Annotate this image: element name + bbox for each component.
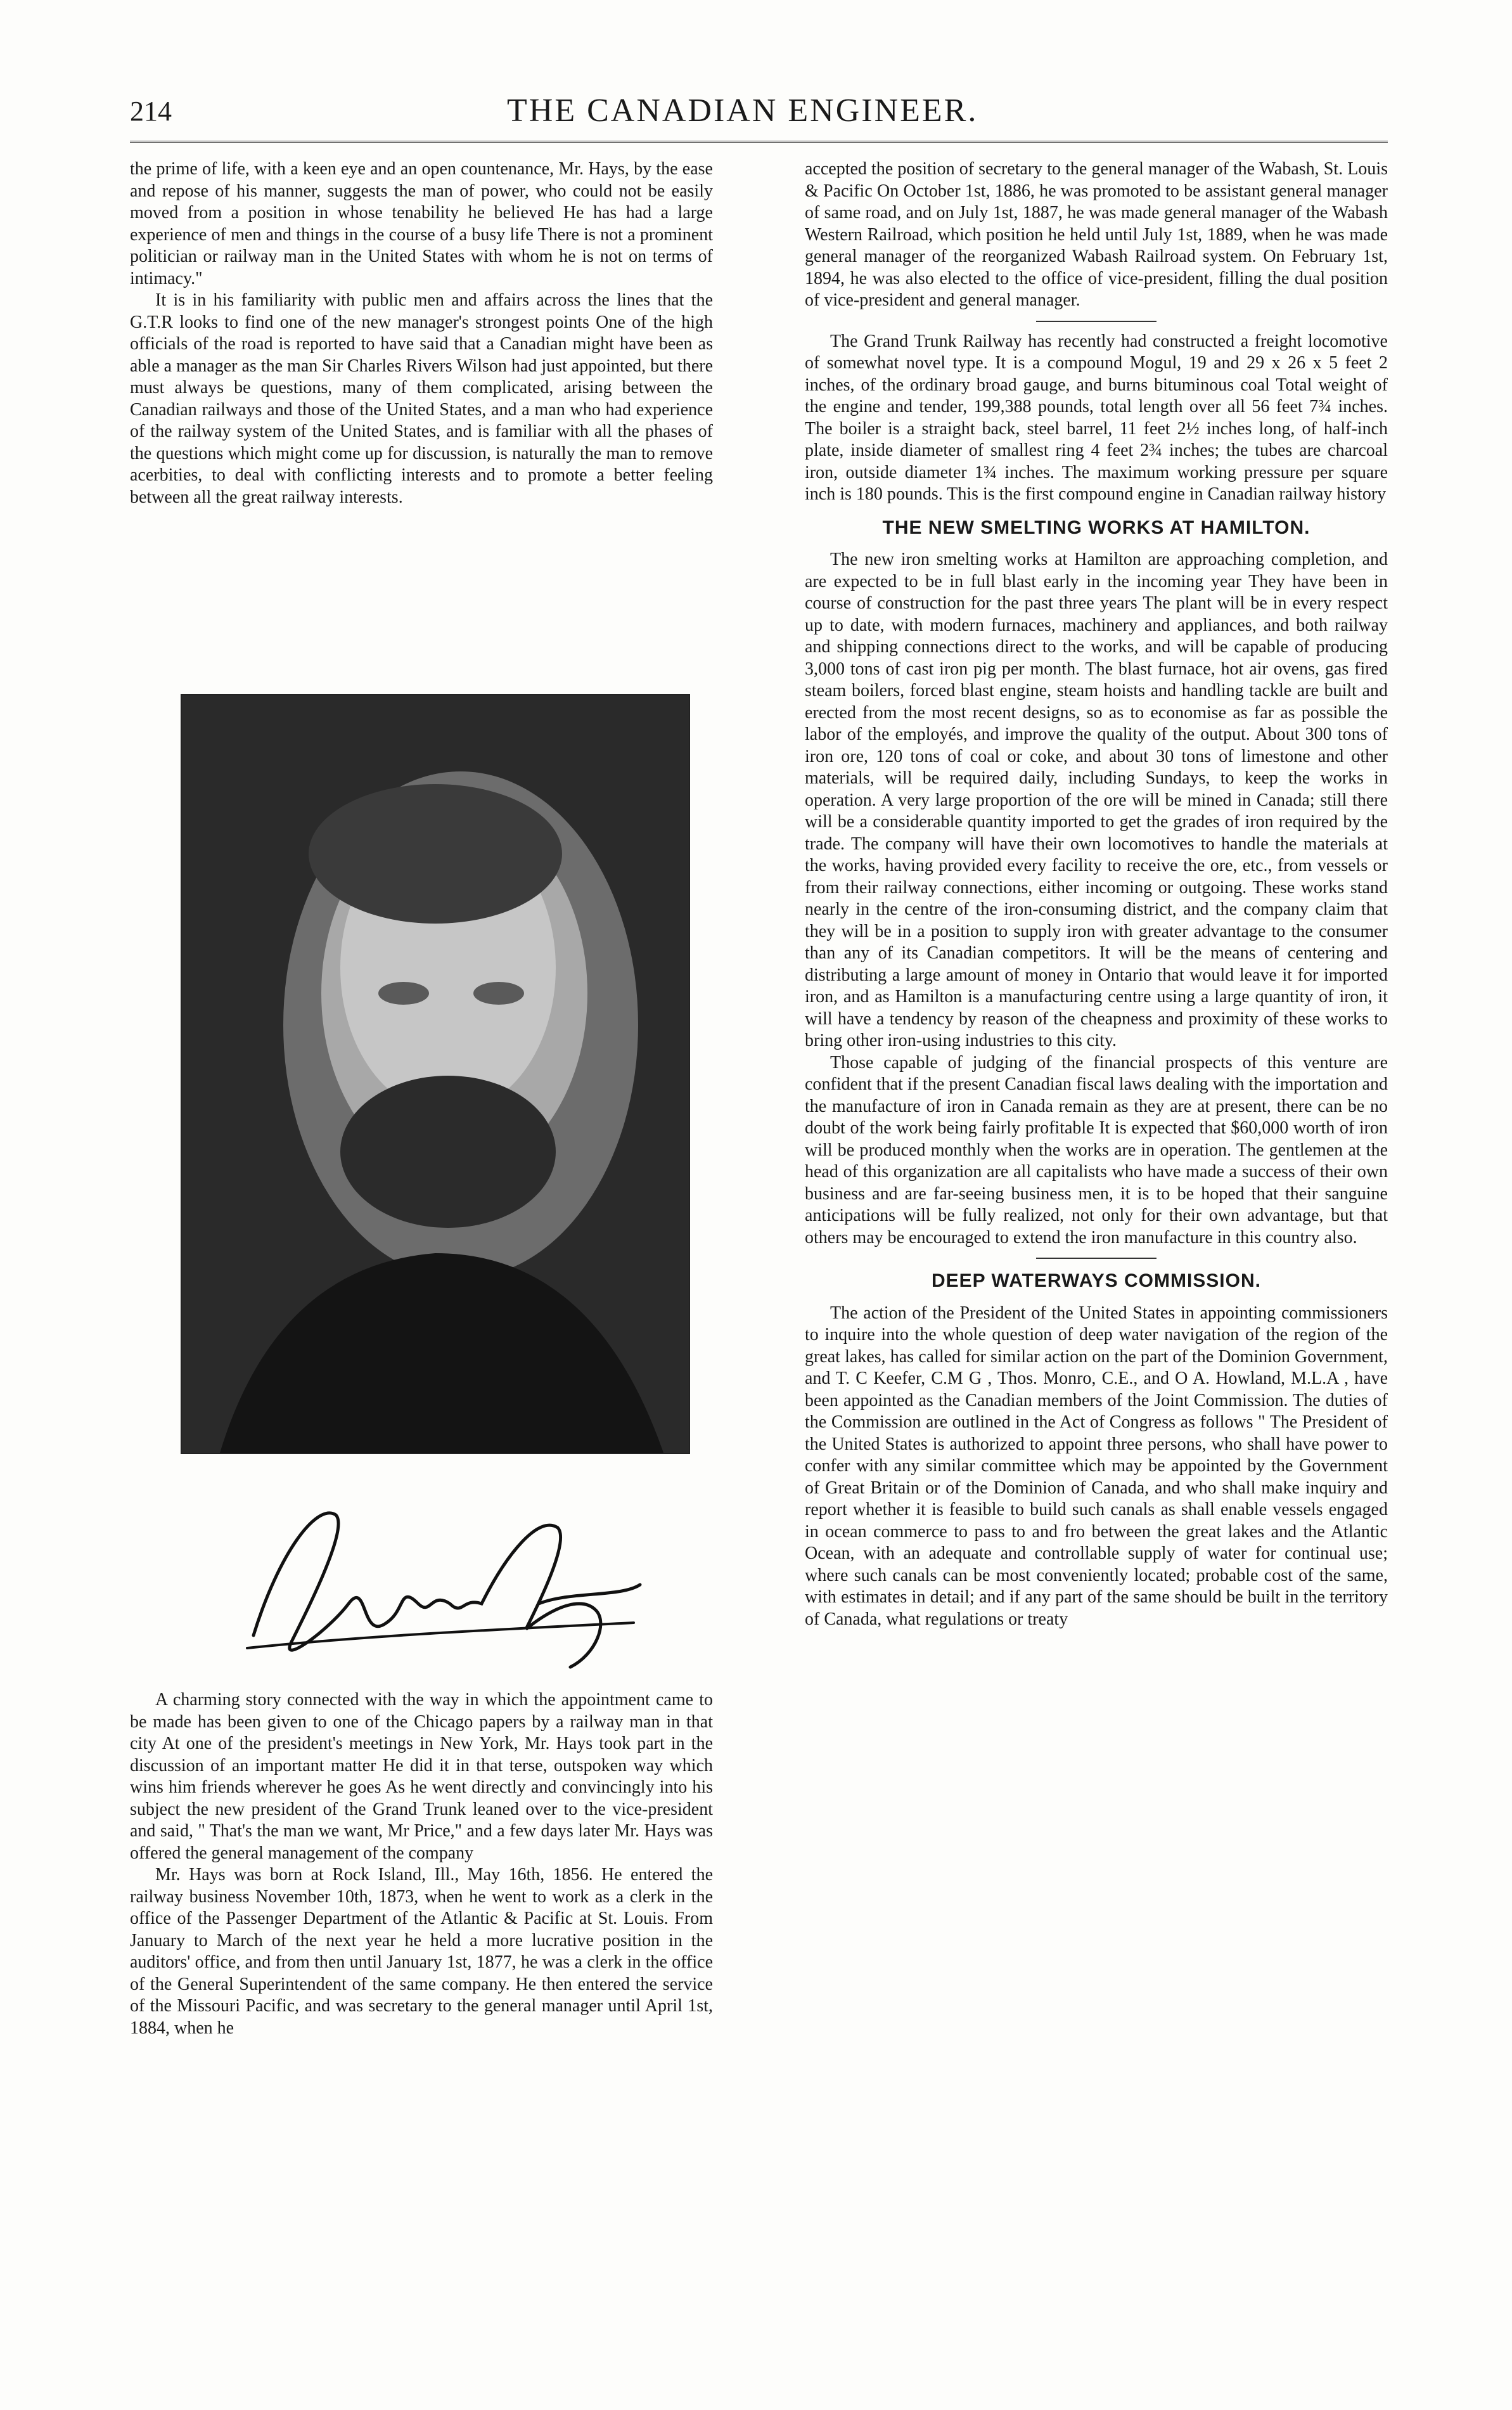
header-rule	[130, 141, 1388, 143]
section-divider	[1036, 321, 1156, 322]
journal-title: THE CANADIAN ENGINEER.	[507, 93, 978, 129]
paragraph: Mr. Hays was born at Rock Island, Ill., May 16th, 1856. He entered the railway business November 10th, 1873, when he went to work as a clerk in the office of the Passenger Department of the Atlantic & Pacific at St. Louis. From January to March of the next year he held a more lucrative position in the auditors' office, and from then until January 1st, 1877, he was a clerk in the office of the General Superintendent of the same company. He then entered the service of the Missouri Pacific, and was secretary to the general manager until April 1st, 1884, when he	[130, 1865, 713, 2038]
left-column-bottom	[130, 1689, 713, 2039]
portrait-photo	[181, 694, 690, 1454]
paragraph: It is in his familiarity with public men and affairs across the lines that the G.T.R looks to find one of the new manager's strongest points One of the high officials of the road is reported to have said that a Canadian might have been as able a manager as the man Sir Charles Rivers Wilson had just appointed, but there must always be questions, many of them complicated, arising between the Canadian railways and those of the United States, and a man who had experience of the railway system of the United States, and is familiar with all the phases of the questions which might come up for discussion, is naturally the man to remove acerbities, to deal with conflicting interests and to promote a better feeling between all the great railway interests.	[130, 290, 713, 507]
left-column-top	[130, 158, 713, 508]
signature	[241, 1477, 646, 1680]
paragraph: the prime of life, with a keen eye and an open countenance, Mr. Hays, by the ease and repose of his manner, suggests the man of power, who could not be easily moved from a position in whose tenability he believed He has had a large experience of men and things in the course of a busy life There is not a prominent politician or railway man in the United States with whom he is not on terms of intimacy."	[130, 159, 713, 288]
paragraph: Those capable of judging of the financial prospects of this venture are confident that if the present Canadian fiscal laws dealing with the importation and the manufacture of iron in Canada remain as they are at present, there can be no doubt of the work being fairly profitable It is expected that $60,000 worth of iron will be produced monthly when the works are in operation. The gentlemen at the head of this organization are all capitalists who have made a success of their own business and are far-seeing business men, it is to be hoped that their sanguine anticipations will be fully realized, not only for their own advantage, but that others may be encouraged to extend the iron manufacture in this country also.	[805, 1052, 1388, 1247]
right-column	[805, 158, 1388, 1630]
section-heading-smelting: THE NEW SMELTING WORKS AT HAMILTON.	[882, 517, 1310, 538]
paragraph: accepted the position of secretary to the general manager of the Wabash, St. Louis & Pacific On October 1st, 1886, he was promoted to be assistant general manager of same road, and on July 1st, 1887, he was made general manager of the Wabash Western Railroad, which position he held until July 1st, 1889, when he was made general manager of the reorganized Wabash Railroad system. On February 1st, 1894, he was also elected to the office of vice-president, filling the dual position of vice-president and general manager.	[805, 159, 1388, 310]
paragraph: The new iron smelting works at Hamilton are approaching completion, and are expected to be in full blast early in the incoming year They have been in course of construction for the past three years The plant will be in every respect up to date, with modern furnaces, machinery and appliances, and both railway and shipping connections direct to the works, and will be capable of producing 3,000 tons of cast iron pig per month. The blast furnace, hot air ovens, gas fired steam boilers, forced blast engine, steam hoists and handling tackle are built and erected from the most recent designs, so as to economise as far as possible the labor of the employés, and improve the quality of the output. About 300 tons of iron ore, 120 tons of coal or coke, and about 30 tons of limestone and other materials, will be required daily, including Sundays, to keep the works in operation. A very large proportion of the ore will be mined in Canada; still there will be a considerable quantity imported to get the grades of iron required by the trade. The company will have their own locomotives to handle the materials at the works, having provided every facility to receive the ore, etc., from vessels or from their railway connections, either incoming or outgoing. These works stand nearly in the centre of the iron-consuming district, and the company claim that they will be in a position to supply iron with greater advantage to the consumer than any of its Canadian competitors. It will be the means of centering and distributing a large amount of money in Ontario that would leave it for imported iron, and as Hamilton is a manufacturing centre using a large quantity of iron, it will have a tendency by reason of the cheapness and proximity of these works to bring other iron-using industries to this city.	[805, 550, 1388, 1050]
paragraph: A charming story connected with the way in which the appointment came to be made has been given to one of the Chicago papers by a railway man in that city At one of the president's meetings in New York, Mr. Hays took part in the discussion of an important matter He did it in that terse, outspoken way which wins him friends wherever he goes As he went directly and convincingly into his subject the new president of the Grand Trunk leaned over to the vice-president and said, " That's the man we want, Mr Price," and a few days later Mr. Hays was offered the general management of the company	[130, 1690, 713, 1863]
section-heading-waterways: DEEP WATERWAYS COMMISSION.	[932, 1270, 1261, 1291]
page-number: 214	[130, 96, 172, 127]
paragraph: The Grand Trunk Railway has recently had constructed a freight locomotive of somewhat novel type. It is a compound Mogul, 19 and 29 x 26 x 5 feet 2 inches, of the ordinary broad gauge, and burns bituminous coal Total weight of the engine and tender, 199,388 pounds, total length over all 56 feet 7¾ inches. The boiler is a straight back, steel barrel, 11 feet 2½ inches long, of half-inch plate, inside diameter of smallest ring 4 feet 2¾ inches; the tubes are charcoal iron, outside diameter 1¾ inches. The maximum working pressure per square inch is 180 pounds. This is the first compound engine in Canadian railway history	[805, 331, 1388, 504]
section-divider	[1036, 1258, 1156, 1259]
paragraph: The action of the President of the United States in appointing commissioners to inquire into the whole question of deep water navigation of the region of the great lakes, has called for similar action on the part of the Dominion Government, and T. C Keefer, C.M G , Thos. Monro, C.E., and O A. Howland, M.L.A , have been appointed as the Canadian members of the Joint Commission. The duties of the Commission are outlined in the Act of Congress as follows " The President of the United States is authorized to appoint three persons, who shall have power to confer with any similar committee which may be appointed by the Government of Great Britain or of the Dominion of Canada, and who shall make inquiry and report whether it is feasible to build such canals as shall enable vessels engaged in ocean commerce to pass to and fro between the great lakes and the Atlantic Ocean, with an adequate and controllable supply of water for continual use; where such canals can be most conveniently located; probable cost of the same, with estimates in detail; and if any part of the same should be built in the territory of Canada, what regulations or treaty	[805, 1303, 1388, 1629]
